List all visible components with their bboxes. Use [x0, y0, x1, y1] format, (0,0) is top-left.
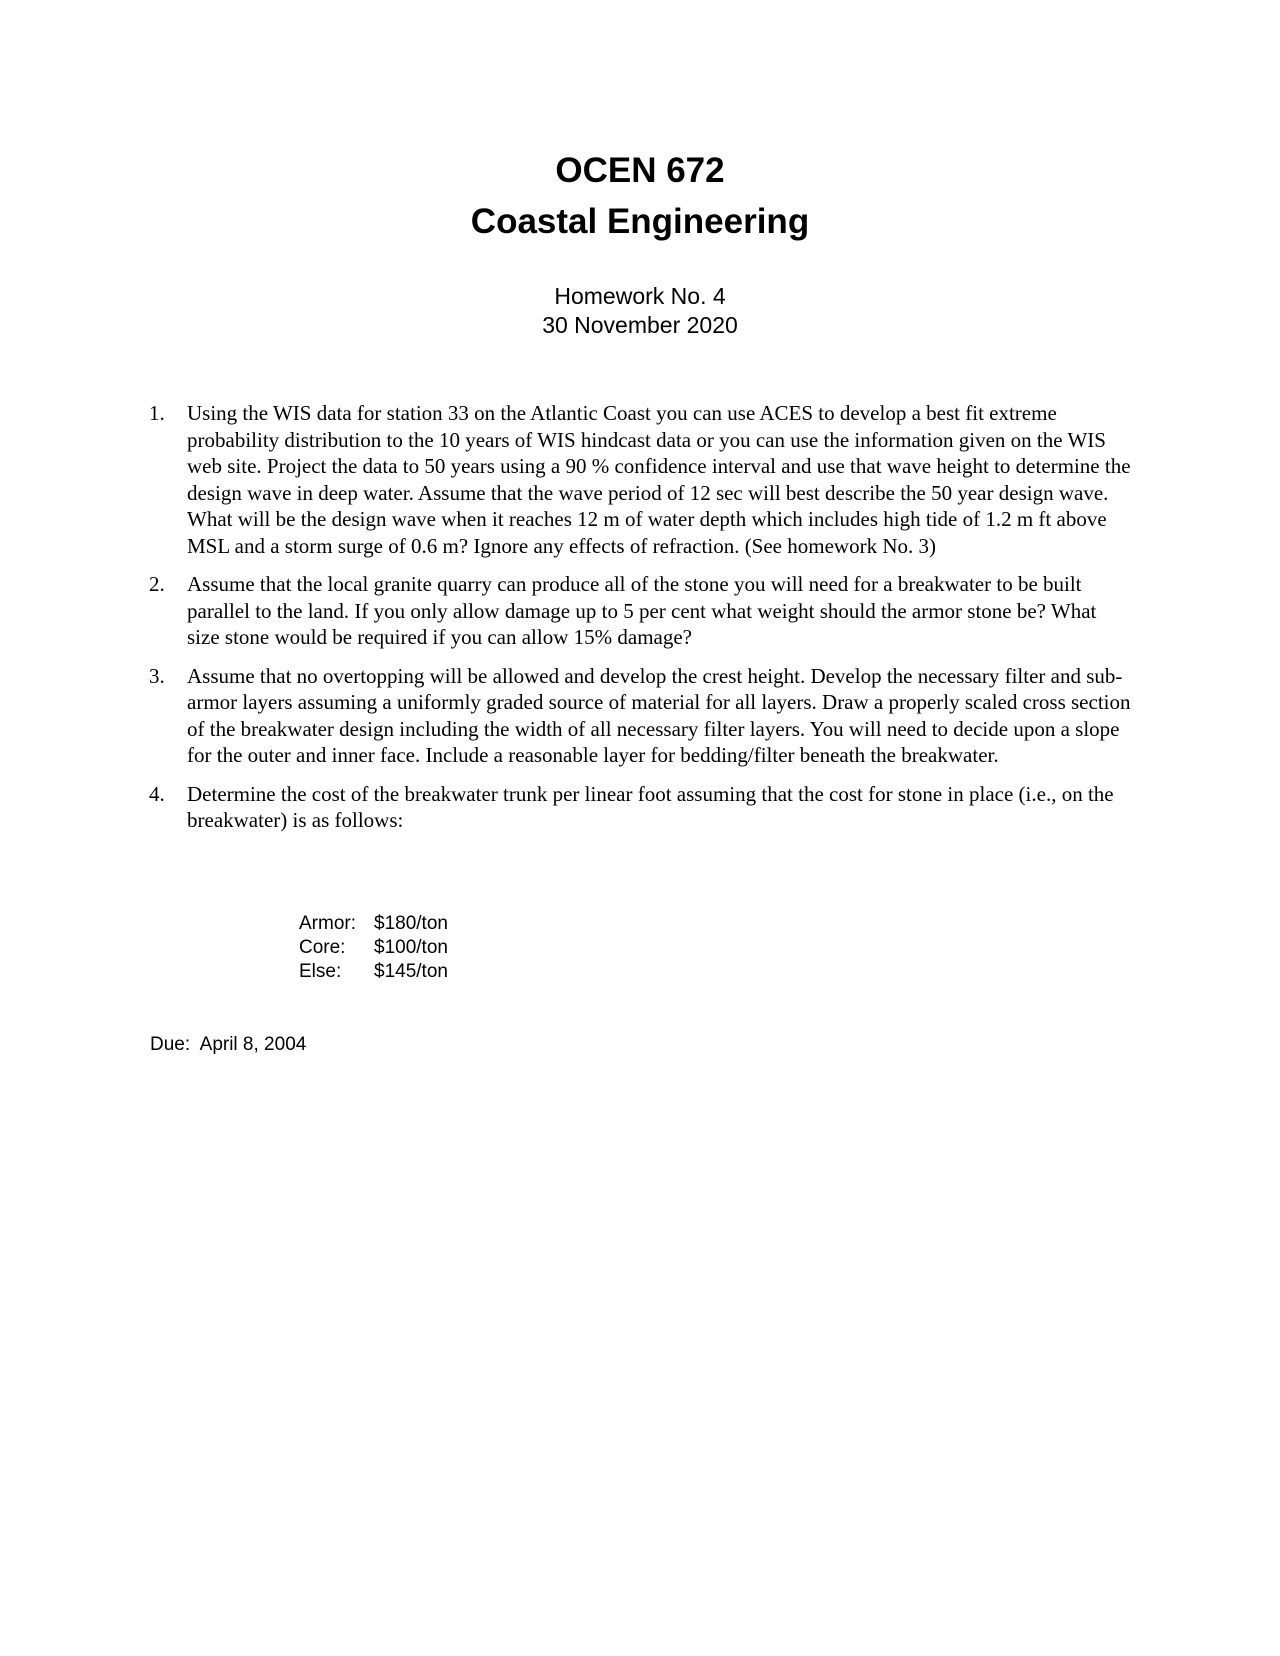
- problem-number: 4.: [149, 781, 165, 806]
- cost-label: Armor:: [299, 913, 356, 934]
- problem-number: 2.: [149, 572, 165, 596]
- problem-4: [147, 781, 1132, 834]
- problem-list: [147, 400, 1132, 846]
- cost-row-core: [299, 936, 448, 960]
- cost-label: Else:: [299, 961, 342, 982]
- problem-text: Determine the cost of the breakwater trunk per linear foot assuming that the cost for stone in place (i.e., on the breakwater) is as follows:: [187, 781, 1114, 832]
- problem-text: Assume that no overtopping will be allowed and develop the crest height. Develop the necessary filter and sub-armor layers assuming a uniformly graded source of material for all layers. Draw a properly scaled cross section of the breakwater design including the width of all necessary filter layers. You will need to decide upon a slope for the outer and inner face. Include a reasonable layer for bedding/filter beneath the breakwater.: [187, 663, 1131, 767]
- problem-number: 3.: [149, 663, 165, 688]
- problem-2: [147, 571, 1132, 651]
- homework-number: Homework No. 4: [554, 283, 726, 309]
- problem-text: Assume that the local granite quarry can produce all of the stone you will need for a breakwater to be built parallel to the land. If you only allow damage up to 5 per cent what weight should the armor stone be? What size stone would be required if you can allow 15% damage?: [187, 572, 1097, 649]
- cost-value: $100/ton: [374, 937, 448, 958]
- due-date: Due: April 8, 2004: [150, 1034, 307, 1055]
- cost-value: $145/ton: [374, 961, 448, 982]
- homework-date: 30 November 2020: [542, 312, 738, 338]
- problem-1: [147, 400, 1132, 559]
- cost-table: [299, 912, 448, 984]
- cost-value: $180/ton: [374, 913, 448, 934]
- problem-3: [147, 663, 1132, 769]
- problem-text: Using the WIS data for station 33 on the Atlantic Coast you can use ACES to develop a best fit extreme probability distribution to the 10 years of WIS hindcast data or you can use the information given on the WIS web site. Project the data to 50 years using a 90 % confidence interval and use that wave height to determine the design wave in deep water. Assume that the wave period of 12 sec will best describe the 50 year design wave. What will be the design wave when it reaches 12 m of water depth which includes high tide of 1.2 m ft above MSL and a storm surge of 0.6 m? Ignore any effects of refraction. (See homework No. 3): [187, 401, 1131, 558]
- course-name: Coastal Engineering: [470, 202, 810, 241]
- cost-row-else: [299, 960, 448, 984]
- cost-label: Core:: [299, 937, 346, 958]
- cost-row-armor: [299, 912, 448, 936]
- problem-number: 1.: [149, 401, 165, 425]
- course-code: OCEN 672: [555, 151, 725, 190]
